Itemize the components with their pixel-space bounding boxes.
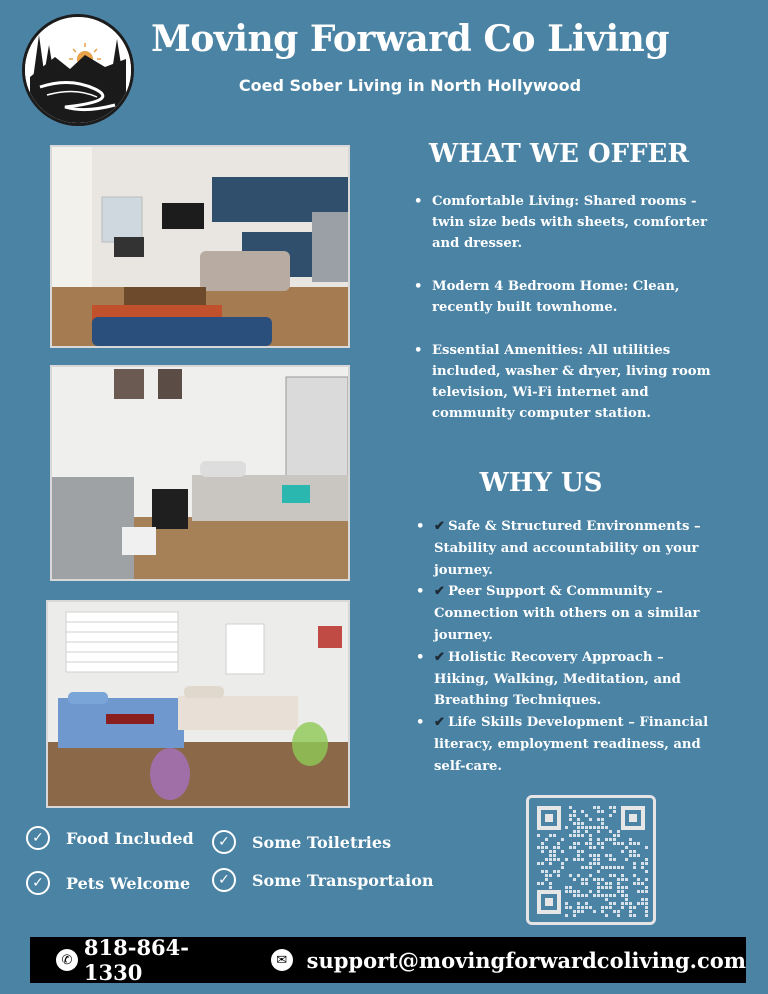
list-item: • Modern 4 Bedroom Home: Clean, recently built townhome.: [414, 276, 714, 318]
list-item-text: Peer Support & Community – Connection with others on a similar journey.: [434, 584, 700, 643]
feature-toiletries: [212, 830, 391, 854]
check-circle-icon: ✓: [212, 830, 236, 854]
list-item: [414, 712, 714, 777]
check-icon: ✔: [434, 519, 446, 534]
check-icon: ✔: [434, 584, 446, 600]
why-title: WHY US: [479, 468, 603, 498]
page-title: Moving Forward Co Living: [150, 18, 669, 60]
why-list: [414, 516, 714, 778]
check-circle-icon: ✓: [212, 868, 236, 892]
email-address[interactable]: support@movingforwardcoliving.com: [306, 947, 746, 973]
phone-number[interactable]: 818-864-1330: [83, 935, 189, 985]
feature-label: Some Transportaion: [252, 870, 434, 890]
feature-pets: [26, 871, 190, 895]
feature-label: Pets Welcome: [66, 873, 191, 893]
feature-label: Some Toiletries: [252, 832, 392, 852]
check-icon: ✔: [434, 649, 446, 665]
check-icon: ✔: [434, 715, 446, 731]
envelope-icon: ✉: [271, 949, 293, 971]
list-item-text: Holistic Recovery Approach – Hiking, Walking, Meditation, and Breathing Techniques.: [434, 649, 681, 709]
email-contact[interactable]: [271, 948, 746, 973]
check-circle-icon: ✓: [26, 871, 50, 895]
feature-label: Food Included: [66, 828, 194, 848]
bedroom-photo: [50, 365, 350, 581]
phone-icon: ✆: [56, 949, 78, 971]
list-item-text: Safe & Structured Environments – Stability and accountability on your journey.: [434, 519, 701, 578]
offer-title: WHAT WE OFFER: [429, 139, 689, 169]
list-item: [414, 516, 714, 581]
list-item: • Essential Amenities: All utilities included, washer & dryer, living room television, Wi-Fi internet and community computer station.: [414, 340, 714, 424]
phone-contact[interactable]: [56, 935, 247, 985]
logo: [22, 14, 134, 126]
offer-list: [414, 191, 714, 446]
list-item-text: Life Skills Development – Financial literacy, employment readiness, and self-care.: [434, 715, 709, 774]
feature-transportation: [212, 868, 434, 892]
contact-footer: [30, 937, 746, 983]
qr-code-icon: [529, 798, 653, 922]
feature-food: [26, 826, 194, 850]
mountain-sunrise-river-logo-icon: [25, 17, 131, 123]
list-item: [414, 647, 714, 712]
check-circle-icon: ✓: [26, 826, 50, 850]
list-item: [414, 581, 714, 646]
page-subtitle: Coed Sober Living in North Hollywood: [238, 76, 582, 95]
bedroom-blue-photo: [46, 600, 350, 808]
qr-code[interactable]: [526, 795, 656, 925]
list-item: • Comfortable Living: Shared rooms - twin size beds with sheets, comforter and dresser.: [414, 191, 714, 254]
living-room-photo: [50, 145, 350, 348]
